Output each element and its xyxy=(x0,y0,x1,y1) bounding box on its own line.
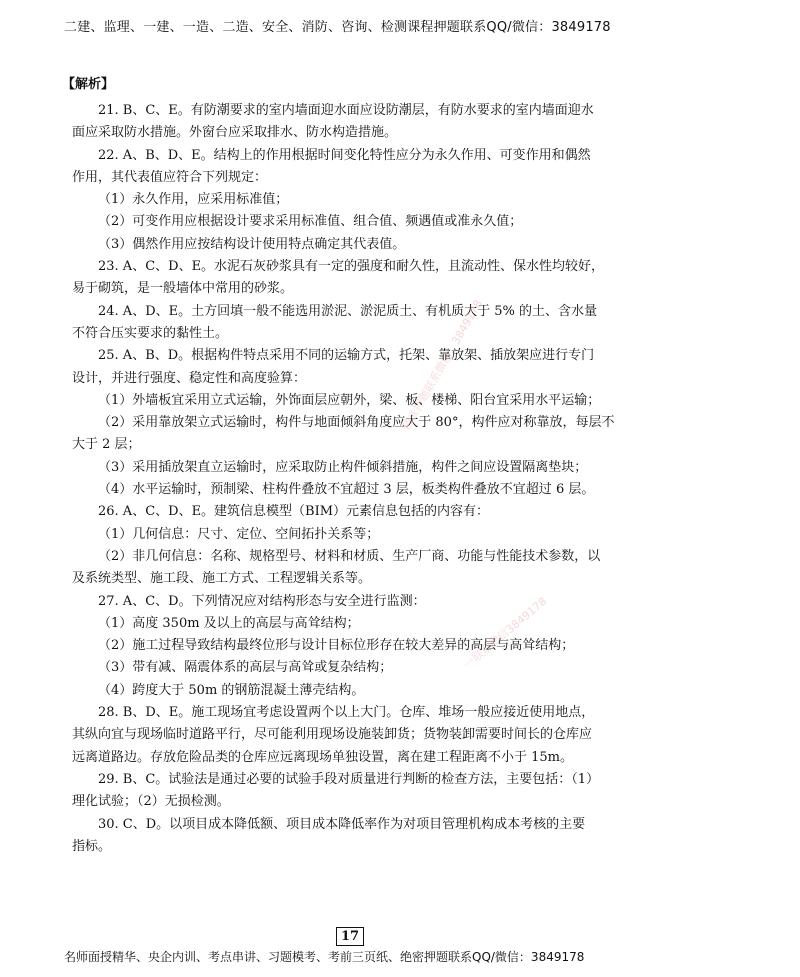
text-line: 24. A、D、E。土方回填一般不能选用淤泥、淤泥质土、有机质大于 5% 的土、含水量 xyxy=(98,303,597,319)
page-header: 二建、监理、一建、一造、二造、安全、消防、咨询、检测课程押题联系QQ/微信：3849178 xyxy=(64,20,611,35)
text-line: 大于 2 层； xyxy=(72,437,141,453)
text-line: （2）非几何信息：名称、规格型号、材料和材质、生产厂商、功能与性能技术参数，以 xyxy=(98,548,601,564)
answer-explanations xyxy=(72,100,644,858)
text-line: （3）采用插放架直立运输时，应采取防止构件倾斜措施，构件之间应设置隔离垫块； xyxy=(98,459,588,475)
text-line: （4）水平运输时，预制梁、柱构件叠放不宜超过 3 层，板类构件叠放不宜超过 6 层。 xyxy=(98,482,595,498)
text-line: 26. A、C、D、E。建筑信息模型（BIM）元素信息包括的内容有： xyxy=(98,504,490,520)
text-line: 设计，并进行强度、稳定性和高度验算： xyxy=(72,370,307,386)
section-title: 【解析】 xyxy=(62,77,115,92)
text-line: 22. A、B、D、E。结构上的作用根据时间变化特性应分为永久作用、可变作用和偶然 xyxy=(98,147,591,163)
text-line: 面应采取防水措施。外窗台应采取排水、防水构造措施。 xyxy=(72,125,398,141)
text-line: 23. A、C、D、E。水泥石灰砂浆具有一定的强度和耐久性，且流动性、保水性均较好， xyxy=(98,259,605,275)
text-line: 27. A、C、D。下列情况应对结构形态与安全进行监测： xyxy=(98,593,426,609)
text-line: 指标。 xyxy=(72,838,112,854)
text-line: 作用，其代表值应符合下列规定： xyxy=(72,169,268,185)
text-line: 其纵向宜与现场临时道路平行，尽可能利用现场设施装卸货；货物装卸需要时间长的仓库应 xyxy=(72,727,593,743)
watermark: 精准押题联系微信：3849178 xyxy=(399,297,485,433)
page-number: 17 xyxy=(336,927,364,946)
text-line: （2）采用靠放架立式运输时，构件与地面倾斜角度应大于 80°，构件应对称靠放，每层不 xyxy=(98,415,615,431)
text-line: （1）高度 350m 及以上的高层与高耸结构； xyxy=(98,615,360,631)
text-line: （3）带有减、隔震体系的高层与高耸或复杂结构； xyxy=(98,660,393,676)
text-line: 21. B、C、E。有防潮要求的室内墙面迎水面应设防潮层，有防水要求的室内墙面迎水 xyxy=(98,103,594,118)
text-line: 理化试验；（2）无损检测。 xyxy=(72,794,230,810)
text-line: （1）永久作用，应采用标准值； xyxy=(98,192,289,208)
text-line: 及系统类型、施工段、施工方式、工程逻辑关系等。 xyxy=(72,571,372,587)
text-line: 29. B、C。试验法是通过必要的试验手段对质量进行判断的检查方法，主要包括：（1） xyxy=(98,771,600,787)
text-line: 不符合压实要求的黏性土。 xyxy=(72,325,229,341)
text-line: （3）偶然作用应按结构设计使用特点确定其代表值。 xyxy=(98,236,406,252)
watermark: 一联系微信3849178 xyxy=(461,594,550,672)
text-line: 远离道路边。存放危险品类的仓库应远离现场单独设置，离在建工程距离不小于 15m。 xyxy=(72,749,574,765)
text-line: （1）外墙板宜采用立式运输，外饰面层应朝外，梁、板、楼梯、阳台宜采用水平运输； xyxy=(98,392,601,408)
text-line: （1）几何信息：尺寸、定位、空间拓扑关系等； xyxy=(98,526,380,542)
page-footer: 名师面授精华、央企内训、考点串讲、习题模考、考前三页纸、绝密押题联系QQ/微信：3849178 xyxy=(64,950,585,964)
text-line: （4）跨度大于 50m 的钢筋混凝土薄壳结构。 xyxy=(98,682,365,698)
text-line: 易于砌筑，是一般墙体中常用的砂浆。 xyxy=(72,281,294,297)
text-line: 28. B、D、E。施工现场宜考虑设置两个以上大门。仓库、堆场一般应接近使用地点， xyxy=(98,705,595,721)
text-line: （2）施工过程导致结构最终位形与设计目标位形存在较大差异的高层与高耸结构； xyxy=(98,638,575,654)
text-line: 30. C、D。以项目成本降低额、项目成本降低率作为对项目管理机构成本考核的主要 xyxy=(98,816,586,832)
text-line: 25. A、B、D。根据构件特点采用不同的运输方式，托架、靠放架、插放架应进行专门 xyxy=(98,348,595,364)
text-line: （2）可变作用应根据设计要求采用标准值、组合值、频遇值或准永久值； xyxy=(98,214,523,230)
